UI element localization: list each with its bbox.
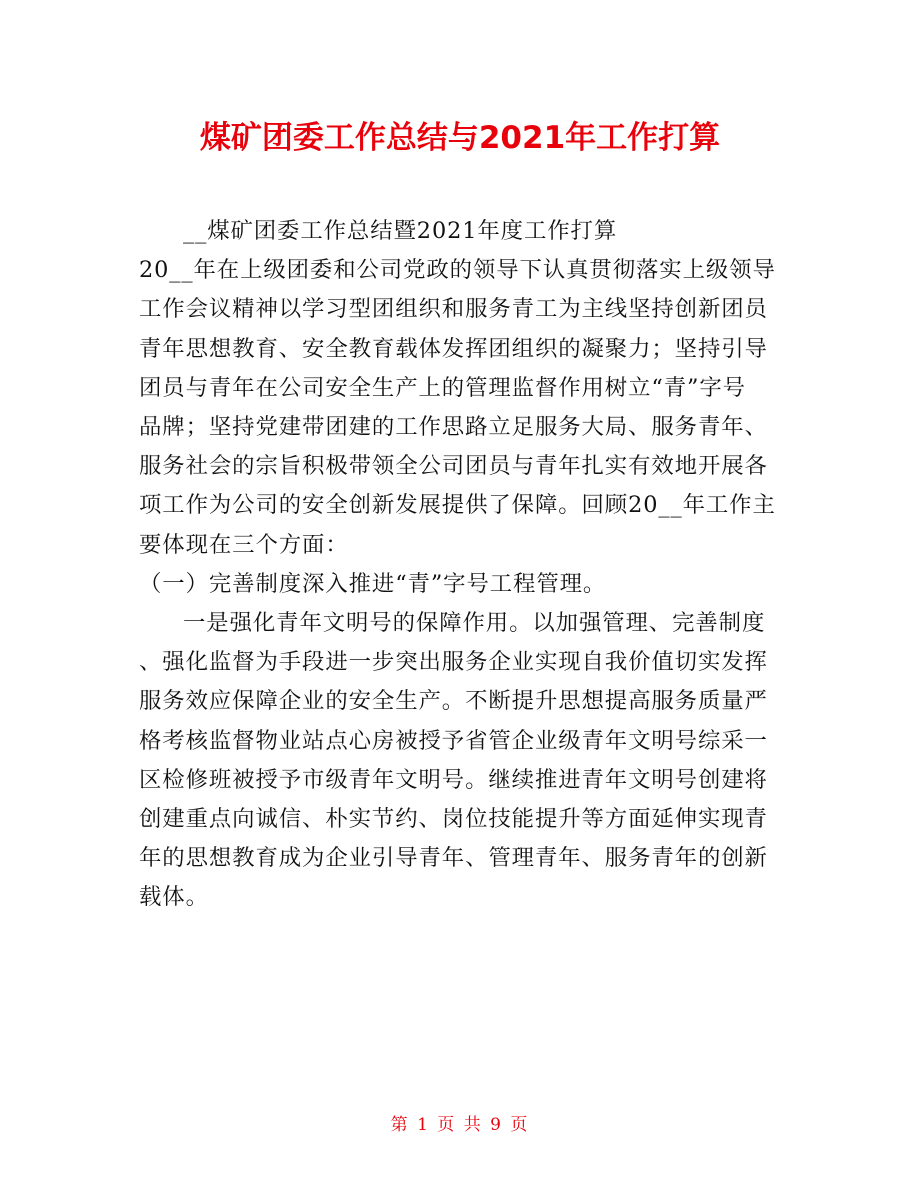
body-line: 格考核监督物业站点心房被授予省管企业级青年文明号综采一 (139, 727, 768, 754)
body-line: 团员与青年在公司安全生产上的管理监督作用树立“青”字号 (139, 374, 746, 401)
body-line: 、强化监督为手段进一步突出服务企业实现自我价值切实发挥 (139, 649, 768, 676)
body-line: 服务社会的宗旨积极带领全公司团员与青年扎实有效地开展各 (139, 453, 768, 480)
body-line: 一是强化青年文明号的保障作用。以加强管理、完善制度 (183, 610, 766, 637)
body-line: 20__年在上级团委和公司党政的领导下认真贯彻落实上级领导 (139, 257, 776, 284)
body-line: 创建重点向诚信、朴实节约、岗位技能提升等方面延伸实现青 (139, 806, 768, 833)
body-line: 项工作为公司的安全创新发展提供了保障。回顾20__年工作主 (139, 492, 776, 519)
body-line: 青年思想教育、安全教育载体发挥团组织的凝聚力；坚持引导 (139, 335, 768, 362)
page-number-footer: 第 1 页 共 9 页 (390, 1115, 530, 1135)
body-line: 工作会议精神以学习型团组织和服务青工为主线坚持创新团员 (139, 296, 768, 323)
document-title: 煤矿团委工作总结与2021年工作打算 (199, 120, 721, 156)
body-line: 载体。 (139, 884, 209, 911)
body-line: 服务效应保障企业的安全生产。不断提升思想提高服务质量严 (139, 688, 768, 715)
body-line: 年的思想教育成为企业引导青年、管理青年、服务青年的创新 (139, 845, 768, 872)
body-line: 品牌；坚持党建带团建的工作思路立足服务大局、服务青年、 (139, 414, 768, 441)
body-line: __煤矿团委工作总结暨2021年度工作打算 (183, 218, 618, 244)
section-heading: （一）完善制度深入推进“青”字号工程管理。 (139, 570, 607, 597)
document-body (139, 212, 787, 918)
body-line: 要体现在三个方面： (139, 531, 349, 558)
body-line: 区检修班被授予市级青年文明号。继续推进青年文明号创建将 (139, 766, 768, 793)
